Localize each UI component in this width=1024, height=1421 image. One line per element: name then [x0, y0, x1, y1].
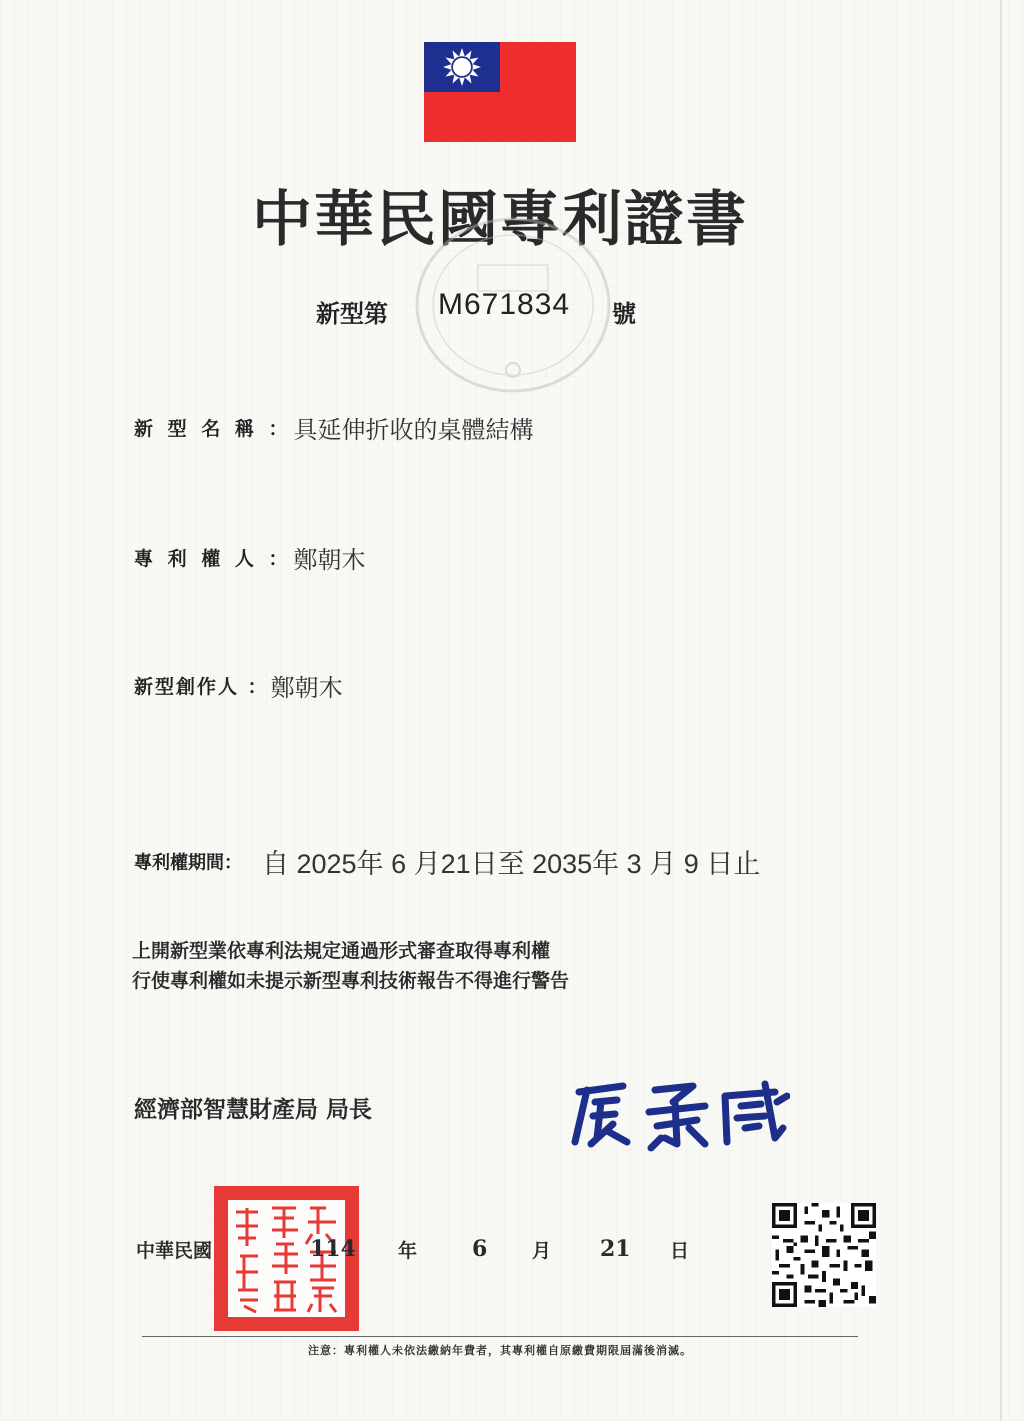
date-day: 21	[600, 1236, 631, 1262]
patent-term-label: 專利權期間：	[134, 852, 242, 874]
date-year: 114	[310, 1236, 356, 1262]
roc-flag-icon	[424, 42, 576, 142]
date-day-unit: 日	[670, 1240, 690, 1262]
patent-term-value: 自 2025年 6 月21日至 2035年 3 月 9 日止	[262, 849, 761, 879]
date-month-unit: 月	[532, 1240, 552, 1262]
director-title: 經濟部智慧財產局 局長	[134, 1097, 373, 1123]
certificate-title: 中華民國專利證書	[252, 185, 748, 255]
creator-label: 新型創作人 ：	[134, 676, 269, 698]
patent-number: M671834	[438, 288, 571, 321]
date-year-unit: 年	[398, 1240, 418, 1262]
footer-note: 注意：專利權人未依法繳納年費者，其專利權自原繳費期限屆滿後消滅。	[308, 1344, 692, 1357]
patentee-row	[134, 540, 365, 575]
statement-line-2: 行使專利權如未提示新型專利技術報告不得進行警告	[132, 970, 570, 992]
date-month: 6	[472, 1236, 488, 1262]
creator-value: 鄭朝木	[270, 674, 343, 702]
qr-code-icon	[772, 1203, 876, 1307]
footer-divider	[142, 1336, 858, 1337]
patentee-label: 專 利 權 人 ：	[134, 548, 292, 570]
patent-term-row	[134, 842, 760, 881]
date-era-label: 中華民國	[136, 1240, 213, 1262]
utility-model-name-row	[134, 410, 533, 445]
creator-row	[134, 668, 343, 703]
statement-line-1: 上開新型業依專利法規定通過形式審查取得專利權	[132, 940, 551, 962]
director-signature	[565, 1072, 790, 1152]
patentee-value: 鄭朝木	[293, 546, 366, 574]
patent-number-suffix: 號	[612, 300, 636, 328]
patent-number-prefix: 新型第	[316, 300, 388, 328]
utility-model-name-value: 具延伸折收的桌體結構	[293, 416, 534, 444]
utility-model-name-label: 新 型 名 稱 ：	[134, 418, 292, 440]
